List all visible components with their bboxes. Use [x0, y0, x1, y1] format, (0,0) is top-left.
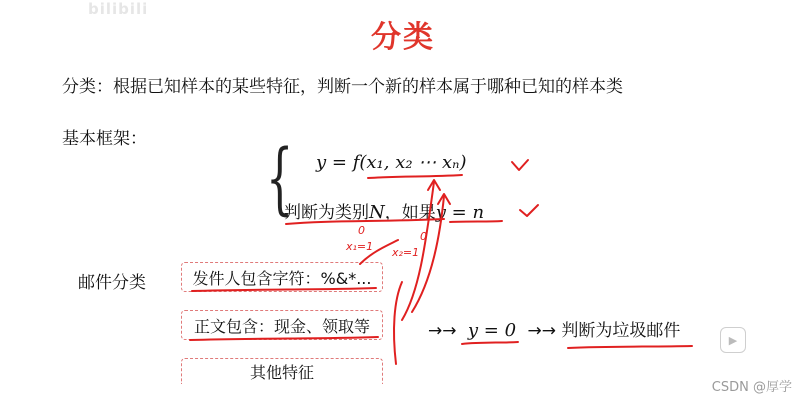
feature-bracket: [394, 282, 402, 364]
annotation-zero-1: 0: [358, 224, 365, 237]
bilibili-watermark: bilibili: [88, 0, 149, 18]
feature-body-content: 正文包含：现金、领取等: [181, 310, 383, 340]
email-classification-label: 邮件分类: [78, 273, 146, 293]
play-icon[interactable]: ▶: [720, 327, 746, 353]
conclusion-underline: [568, 346, 692, 348]
feature-sender-chars: 发件人包含字符：%&*...: [181, 262, 383, 292]
result-value: y = 0: [467, 320, 517, 341]
result-conclusion: 判断为垃圾邮件: [561, 321, 681, 341]
formula-underline: [368, 175, 462, 178]
page-title: 分类: [371, 20, 435, 55]
check-mark-2: [520, 205, 538, 216]
classification-definition: 分类：根据已知样本的某些特征，判断一个新的样本属于哪种已知的样本类: [62, 77, 623, 97]
cond-underline: [450, 221, 502, 222]
arrow-group-2: →→: [527, 321, 556, 341]
feature1-underline: [192, 288, 376, 291]
feature-other: 其他特征: [181, 358, 383, 384]
annotation-x1: x₁=1: [346, 240, 374, 253]
check-mark-1: [512, 160, 528, 170]
feature2-underline: [190, 337, 378, 340]
arrow-group-1: →→: [428, 321, 457, 341]
csdn-watermark: CSDN @厚学: [711, 380, 792, 395]
result-value-underline: [462, 342, 518, 344]
judge-mid: ，如果: [384, 203, 436, 223]
annotation-x2: x₂=1: [392, 246, 420, 259]
formula: y = f(x₁, x₂ ⋯ xₙ): [316, 152, 467, 173]
judge-class-var: N: [369, 202, 385, 223]
judge-underline: [286, 219, 444, 224]
left-brace: {: [266, 134, 294, 224]
judge-prefix: 判断为类别: [284, 203, 369, 223]
judge-condition: y = n: [435, 202, 485, 223]
annotation-zero-2: 0: [420, 230, 427, 243]
framework-label: 基本框架：: [62, 129, 147, 149]
